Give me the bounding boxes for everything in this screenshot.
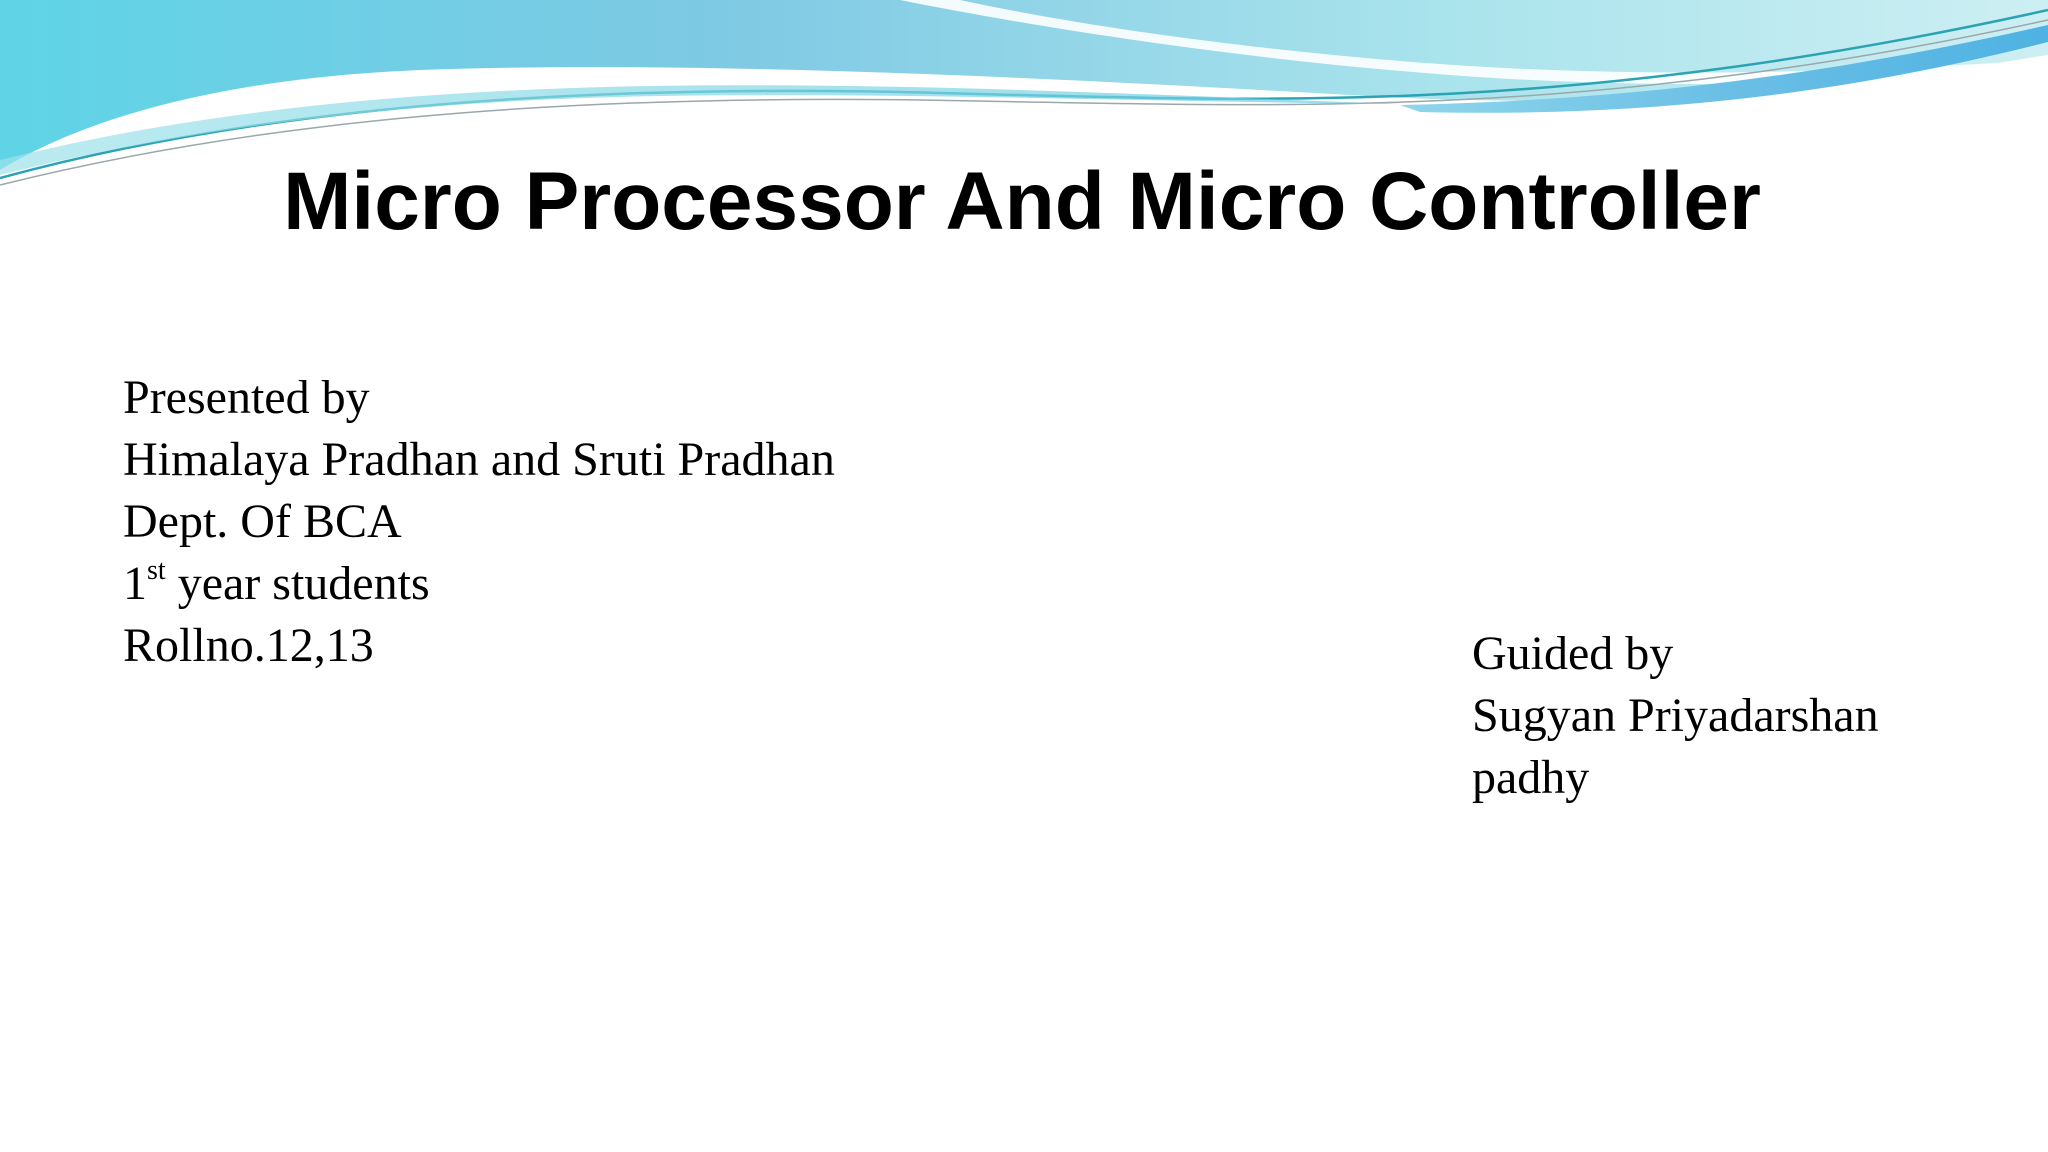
year-suffix: st (147, 555, 166, 586)
presenter-names: Himalaya Pradhan and Sruti Pradhan (123, 433, 835, 486)
presented-by-label: Presented by (123, 371, 370, 424)
year-line (123, 553, 835, 615)
guide-block (1472, 623, 1879, 809)
roll-numbers: Rollno.12,13 (123, 619, 374, 672)
guide-name-line2: padhy (1472, 751, 1590, 804)
guide-name-line1: Sugyan Priyadarshan (1472, 689, 1879, 742)
slide-title (0, 152, 2048, 252)
department: Dept. Of BCA (123, 495, 402, 548)
slide-title-text: Micro Processor And Micro Controller (283, 156, 1761, 247)
year-text: year students (165, 557, 430, 610)
year-number: 1 (123, 557, 147, 610)
presenter-block (123, 367, 835, 677)
guided-by-label: Guided by (1472, 627, 1674, 680)
